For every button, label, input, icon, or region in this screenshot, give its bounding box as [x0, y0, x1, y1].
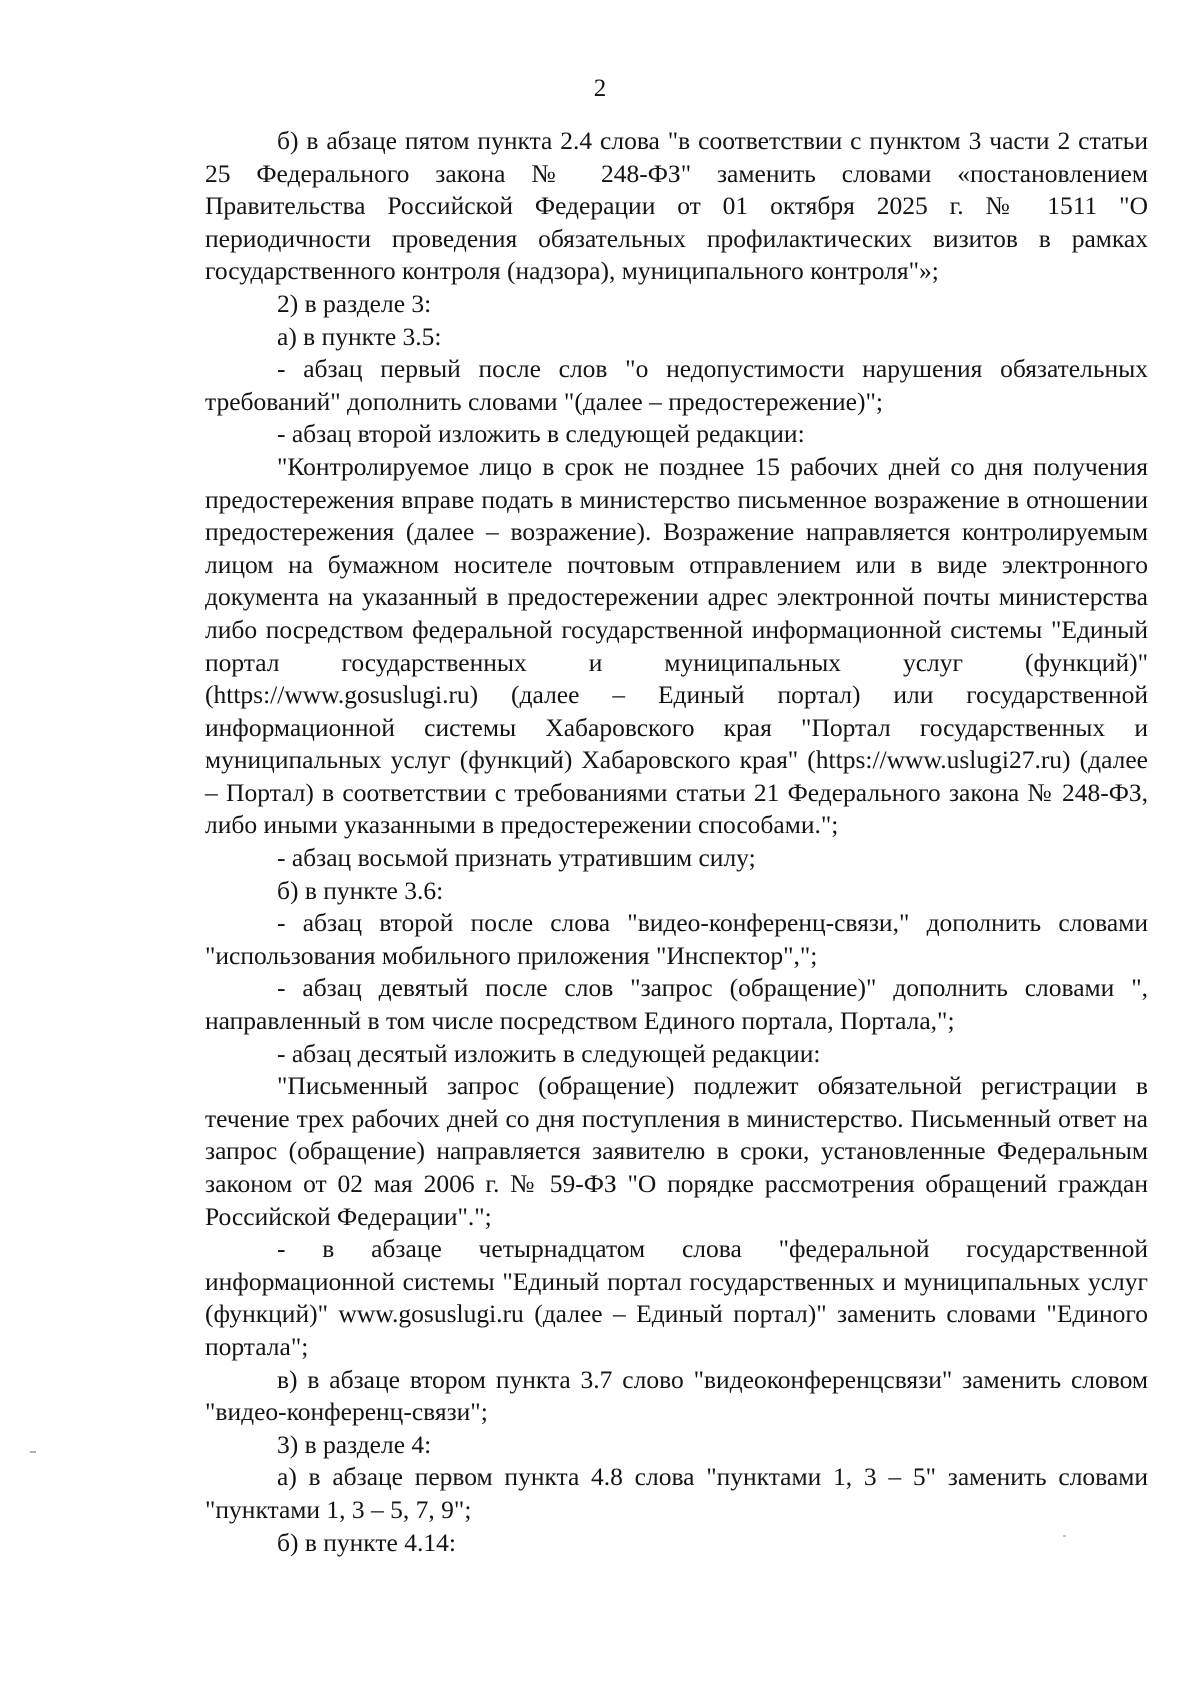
paragraph-4-14-b: б) в пункте 4.14:	[277, 1527, 456, 1557]
paragraph-3-6-quote: "Письменный запрос (обращение) подлежит обязательной регистрации в течение трех рабочих дней со дня поступления в министерство. Письменный ответ на запрос (обращение) направляется заявителю в сроки, установленные Федеральным законом от 02 мая 2006 г. № 59-ФЗ "О порядке рассмотрения обращений граждан Российской Федерации".";	[205, 1071, 1148, 1231]
page-number: 2	[593, 75, 607, 102]
paragraph-3-5-a: а) в пункте 3.5:	[277, 321, 442, 351]
paragraph-3-5-second: - абзац второй изложить в следующей редакции:	[277, 419, 805, 449]
paragraph-3-6-b: б) в пункте 3.6:	[277, 875, 444, 905]
scan-margin-mark	[30, 1451, 36, 1453]
document-body	[205, 125, 1148, 1559]
paragraph-3-5-first: - абзац первый после слов "о недопустимости нарушения обязательных требований" дополнить словами "(далее – предостережение)";	[205, 354, 1148, 416]
paragraph-3-6-fourteenth: - в абзаце четырнадцатом слова "федеральной государственной информационной системы "Единый портал государственных и муниципальных услуг (функций)" www.gosuslugi.ru (далее – Единый портал)" заменить словами "Единого портала";	[205, 1234, 1148, 1361]
paragraph-section-3: 2) в разделе 3:	[277, 288, 432, 318]
paragraph-2-4-b: б) в абзаце пятом пункта 2.4 слова "в соответствии с пунктом 3 части 2 статьи 25 Федерального закона № 248-ФЗ" заменить словами «постановлением Правительства Российской Федерации от 01 октября 2025 г. № 1511 "О периодичности проведения обязательных профилактических визитов в рамках государственного контроля (надзора), муниципального контроля"»;	[205, 126, 1148, 286]
paragraph-3-6-second: - абзац второй после слова "видео-конференц-связи," дополнить словами "использования мобильного приложения "Инспектор",";	[205, 908, 1148, 970]
paragraph-3-5-quote: "Контролируемое лицо в срок не позднее 15 рабочих дней со дня получения предостережения вправе подать в министерство письменное возражение в отношении предостережения (далее – возражение). Возражение направляется контролируемым лицом на бумажном носителе почтовым отправлением или в виде электронного документа на указанный в предостережении адрес электронной почты министерства либо посредством федеральной государственной информационной системы "Единый портал государственных и муниципальных услуг (функций)" (https://www.gosuslugi.ru) (далее – Единый портал) или государственной информационной системы Хабаровского края "Портал государственных и муниципальных услуг (функций) Хабаровского края" (https://www.uslugi27.ru) (далее – Портал) в соответствии с требованиями статьи 21 Федерального закона № 248-ФЗ, либо иными указанными в предостережении способами.";	[205, 451, 1148, 840]
paragraph-3-6-ninth: - абзац девятый после слов "запрос (обращение)" дополнить словами ", направленный в том числе посредством Единого портала, Портала,";	[205, 973, 1148, 1036]
paragraph-3-6-tenth: - абзац десятый изложить в следующей редакции:	[277, 1038, 821, 1068]
paragraph-3-7-v: в) в абзаце втором пункта 3.7 слово "видеоконференцсвязи" заменить словом "видео-конференц-связи";	[205, 1364, 1148, 1427]
paragraph-4-8-a: а) в абзаце первом пункта 4.8 слова "пунктами 1, 3 – 5" заменить словами "пунктами 1, 3 – 5, 7, 9";	[205, 1462, 1148, 1524]
paragraph-section-4: 3) в разделе 4:	[277, 1429, 432, 1459]
paragraph-3-5-eighth: - абзац восьмой признать утратившим силу;	[277, 843, 756, 873]
scan-speck	[1063, 1535, 1066, 1537]
